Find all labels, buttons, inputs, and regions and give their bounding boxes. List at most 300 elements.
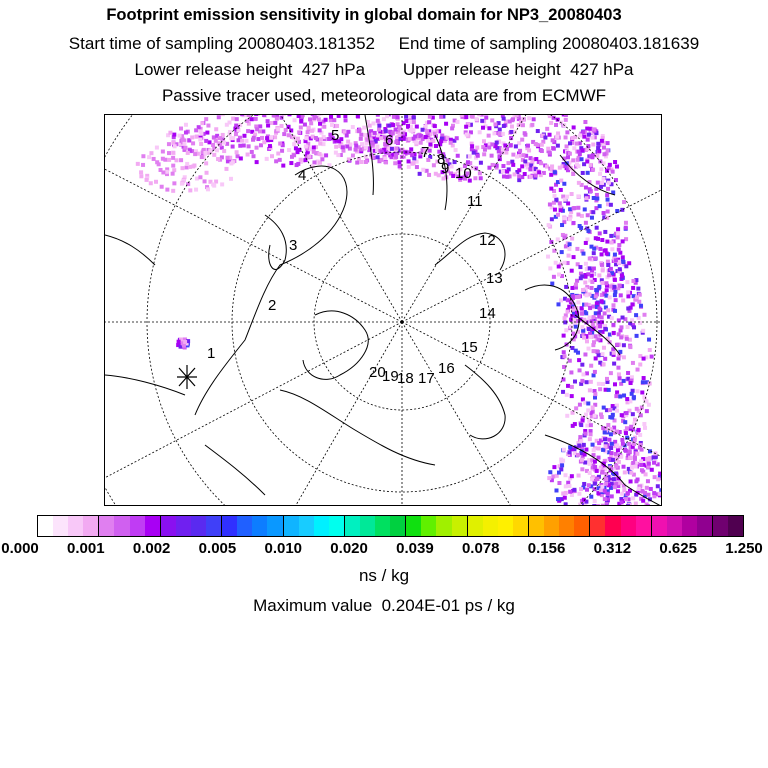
- plume-pixel: [265, 136, 269, 140]
- plume-pixel: [616, 366, 620, 370]
- plume-pixel: [564, 118, 568, 122]
- plume-pixel: [354, 144, 358, 148]
- plume-pixel: [656, 477, 660, 481]
- plume-pixel: [501, 147, 505, 151]
- colorbar-cell: [621, 516, 636, 536]
- plume-pixel: [593, 370, 597, 374]
- colorbar-cell: [222, 516, 237, 536]
- plume-pixel: [588, 388, 592, 392]
- plume-pixel: [497, 132, 501, 136]
- plume-pixel: [254, 115, 258, 116]
- trajectory-label: 14: [479, 305, 496, 322]
- plume-pixel: [371, 142, 375, 146]
- plume-pixel: [614, 298, 618, 302]
- plume-pixel: [539, 161, 543, 165]
- plume-pixel: [393, 161, 397, 165]
- plume-pixel: [498, 127, 502, 131]
- plume-pixel: [595, 469, 599, 473]
- plume-pixel: [273, 121, 277, 125]
- trajectory-label: 20: [369, 364, 386, 381]
- plume-pixel: [636, 368, 640, 372]
- plume-pixel: [596, 337, 600, 341]
- map-canvas: [105, 115, 662, 506]
- plume-pixel: [152, 157, 156, 161]
- plume-pixel: [556, 497, 560, 501]
- plume-pixel: [177, 340, 181, 344]
- plume-pixel: [557, 272, 561, 276]
- plume-pixel: [344, 118, 348, 122]
- plume-pixel: [324, 118, 328, 122]
- plume-pixel: [579, 487, 583, 491]
- plume-pixel: [334, 145, 338, 149]
- plume-pixel: [529, 175, 533, 179]
- plume-pixel: [247, 115, 251, 117]
- plume-pixel: [641, 499, 645, 503]
- plume-pixel: [608, 295, 612, 299]
- plume-pixel: [620, 500, 624, 504]
- plume-pixel: [626, 491, 630, 495]
- plume-pixel: [619, 335, 623, 339]
- plume-pixel: [609, 284, 613, 288]
- plume-pixel: [424, 135, 428, 139]
- plume-pixel: [653, 475, 657, 479]
- plume-pixel: [172, 168, 176, 172]
- plume-pixel: [564, 328, 568, 332]
- plume-pixel: [592, 196, 596, 200]
- plume-pixel: [398, 132, 402, 136]
- plume-pixel: [658, 472, 662, 476]
- colorbar-cell: [314, 516, 329, 536]
- colorbar-tick-label: 0.005: [198, 540, 237, 557]
- plume-pixel: [412, 120, 416, 124]
- plume-pixel: [591, 443, 595, 447]
- plume-pixel: [614, 258, 618, 262]
- plume-pixel: [564, 115, 568, 117]
- colorbar-unit: ns / kg: [358, 566, 410, 585]
- plume-pixel: [607, 273, 611, 277]
- plume-pixel: [490, 142, 494, 146]
- plume-pixel: [586, 408, 590, 412]
- plume-pixel: [563, 354, 567, 358]
- plume-pixel: [402, 137, 406, 141]
- plume-pixel: [568, 490, 572, 494]
- plume-pixel: [622, 379, 626, 383]
- plume-pixel: [376, 115, 380, 117]
- plume-pixel: [586, 401, 590, 405]
- plume-pixel: [332, 118, 336, 122]
- plume-pixel: [587, 483, 591, 487]
- plume-pixel: [605, 240, 609, 244]
- plume-pixel: [623, 420, 627, 424]
- plume-pixel: [546, 147, 550, 151]
- plume-pixel: [184, 131, 188, 135]
- plume-pixel: [624, 431, 628, 435]
- plume-pixel: [460, 115, 464, 117]
- colorbar-cell: [498, 516, 513, 536]
- plume-pixel: [577, 358, 581, 362]
- plume-pixel: [478, 171, 482, 175]
- plume-pixel: [588, 315, 592, 319]
- plume-pixel: [220, 182, 224, 186]
- plume-pixel: [428, 115, 432, 119]
- plume-pixel: [255, 146, 259, 150]
- plume-pixel: [554, 123, 558, 127]
- plume-pixel: [646, 493, 650, 497]
- trajectory-label: 7: [421, 144, 430, 161]
- plume-pixel: [401, 132, 405, 136]
- colorbar-tick-label: 0.000: [1, 540, 39, 557]
- plume-pixel: [608, 163, 612, 167]
- plume-pixel: [589, 432, 593, 436]
- plume-pixel: [270, 154, 274, 158]
- plume-pixel: [294, 146, 298, 150]
- plume-pixel: [415, 125, 419, 129]
- plume-pixel: [598, 231, 602, 235]
- plume-pixel: [484, 116, 488, 120]
- plume-pixel: [586, 229, 590, 233]
- plume-pixel: [482, 152, 486, 156]
- plume-pixel: [562, 216, 566, 220]
- plume-pixel: [356, 115, 360, 118]
- plume-pixel: [617, 243, 621, 247]
- plume-pixel: [605, 377, 609, 381]
- plume-pixel: [567, 484, 571, 488]
- plume-pixel: [617, 248, 621, 252]
- plume-pixel: [629, 425, 633, 429]
- colorbar-cell: [682, 516, 697, 536]
- plume-pixel: [595, 288, 599, 292]
- plume-pixel: [592, 373, 596, 377]
- plume-pixel: [470, 144, 474, 148]
- plume-pixel: [287, 148, 291, 152]
- plume-pixel: [638, 433, 642, 437]
- plume-pixel: [345, 134, 349, 138]
- plume-pixel: [605, 288, 609, 292]
- plot-title: Footprint emission sensitivity in global domain for NP3_20080403: [106, 6, 622, 24]
- plume-pixel: [587, 347, 591, 351]
- plume-pixel: [604, 248, 608, 252]
- plume-pixel: [273, 135, 277, 139]
- plume-pixel: [595, 226, 599, 230]
- plume-pixel: [477, 115, 481, 116]
- maximum-value-text: Maximum value 0.204E-01 ps / kg: [253, 596, 515, 615]
- plume-pixel: [580, 458, 584, 462]
- plume-pixel: [591, 210, 595, 214]
- plume-pixel: [276, 151, 280, 155]
- plume-pixel: [606, 198, 610, 202]
- plume-pixel: [616, 448, 620, 452]
- plume-pixel: [575, 142, 579, 146]
- plume-pixel: [534, 142, 538, 146]
- plume-pixel: [404, 115, 408, 119]
- plume-pixel: [296, 150, 300, 154]
- plume-pixel: [613, 485, 617, 489]
- colorbar-cell: [483, 516, 498, 536]
- plume-pixel: [487, 126, 491, 130]
- plume-pixel: [560, 250, 564, 254]
- plume-pixel: [626, 290, 630, 294]
- plume-pixel: [573, 380, 577, 384]
- plume-pixel: [611, 303, 615, 307]
- plume-pixel: [580, 379, 584, 383]
- plume-pixel: [547, 476, 551, 480]
- plume-pixel: [645, 399, 649, 403]
- plume-pixel: [312, 150, 316, 154]
- plume-pixel: [611, 323, 615, 327]
- plume-pixel: [639, 413, 643, 417]
- plume-pixel: [611, 458, 615, 462]
- plume-pixel: [612, 351, 616, 355]
- colorbar-tick-label: 0.039: [396, 540, 434, 557]
- plume-pixel: [609, 432, 613, 436]
- plume-pixel: [589, 154, 593, 158]
- plume-pixel: [178, 134, 182, 138]
- plume-pixel: [173, 144, 177, 148]
- plume-pixel: [387, 151, 391, 155]
- plume-pixel: [421, 168, 425, 172]
- plume-pixel: [255, 127, 259, 131]
- plume-pixel: [646, 504, 650, 506]
- plume-pixel: [555, 135, 559, 139]
- plume-pixel: [514, 144, 518, 148]
- plume-pixel: [598, 247, 602, 251]
- colorbar-tick-label: 0.625: [659, 540, 697, 557]
- plume-pixel: [526, 144, 530, 148]
- plume-pixel: [190, 135, 194, 139]
- plume-pixel: [578, 435, 582, 439]
- plume-pixel: [626, 294, 630, 298]
- plume-pixel: [631, 286, 635, 290]
- plume-pixel: [161, 157, 165, 161]
- plume-pixel: [171, 189, 175, 193]
- plume-pixel: [392, 115, 396, 119]
- plume-pixel: [229, 136, 233, 140]
- plume-pixel: [610, 241, 614, 245]
- plume-pixel: [466, 160, 470, 164]
- plume-pixel: [371, 121, 375, 125]
- plume-pixel: [547, 223, 551, 227]
- colorbar-cell: [145, 516, 161, 536]
- plume-pixel: [595, 349, 599, 353]
- plume-pixel: [540, 143, 544, 147]
- plume-pixel: [583, 120, 587, 124]
- plume-pixel: [621, 316, 625, 320]
- plume-pixel: [559, 298, 563, 302]
- plume-pixel: [600, 300, 604, 304]
- plume-pixel: [509, 144, 513, 148]
- plume-pixel: [192, 163, 196, 167]
- plume-pixel: [398, 126, 402, 130]
- plume-pixel: [224, 167, 228, 171]
- plume-pixel: [320, 157, 324, 161]
- plume-pixel: [280, 149, 284, 153]
- plume-pixel: [624, 226, 628, 230]
- plume-pixel: [557, 264, 561, 268]
- plume-pixel: [215, 148, 219, 152]
- plume-pixel: [625, 411, 629, 415]
- plume-pixel: [563, 496, 567, 500]
- plume-pixel: [558, 166, 562, 170]
- plume-pixel: [597, 285, 601, 289]
- plume-pixel: [159, 168, 163, 172]
- plume-pixel: [557, 471, 561, 475]
- colorbar-cell: [636, 516, 652, 536]
- plume-pixel: [660, 476, 662, 480]
- colorbar-ticks: [0, 540, 768, 560]
- plume-pixel: [167, 142, 171, 146]
- plume-pixel: [554, 198, 558, 202]
- plume-pixel: [568, 242, 572, 246]
- plume-pixel: [563, 316, 567, 320]
- plume-pixel: [296, 137, 300, 141]
- plume-pixel: [289, 161, 293, 165]
- colorbar-tick-label: 0.156: [527, 540, 566, 557]
- plume-pixel: [565, 130, 569, 134]
- plume-pixel: [611, 170, 615, 174]
- plume-pixel: [318, 128, 322, 132]
- plume-pixel: [548, 202, 552, 206]
- plume-pixel: [571, 332, 575, 336]
- plume-pixel: [588, 462, 592, 466]
- colorbar-cell: [468, 516, 483, 536]
- plume-pixel: [553, 194, 557, 198]
- plume-pixel: [297, 115, 301, 118]
- plume-pixel: [622, 343, 626, 347]
- plume-pixel: [629, 479, 633, 483]
- plume-pixel: [415, 165, 419, 169]
- trajectory-label: 5: [331, 127, 340, 144]
- plume-pixel: [609, 234, 613, 238]
- plume-pixel: [537, 170, 541, 174]
- plume-pixel: [513, 172, 517, 176]
- plume-pixel: [254, 117, 258, 121]
- plume-pixel: [604, 482, 608, 486]
- plume-pixel: [229, 177, 233, 181]
- plume-pixel: [317, 115, 321, 116]
- plume-pixel: [412, 161, 416, 165]
- colorbar-cell: [544, 516, 559, 536]
- plume-pixel: [481, 126, 485, 130]
- plume-pixel: [599, 185, 603, 189]
- plume-pixel: [596, 146, 600, 150]
- plume-pixel: [204, 117, 208, 121]
- plume-pixel: [585, 339, 589, 343]
- plume-pixel: [479, 161, 483, 165]
- plume-pixel: [582, 482, 586, 486]
- plume-pixel: [413, 134, 417, 138]
- plume-pixel: [266, 119, 270, 123]
- plume-pixel: [585, 380, 589, 384]
- plume-pixel: [434, 144, 438, 148]
- plume-pixel: [464, 125, 468, 129]
- plume-pixel: [206, 187, 210, 191]
- plume-pixel: [165, 170, 169, 174]
- plume-pixel: [221, 115, 225, 116]
- plume-pixel: [634, 313, 638, 317]
- plume-pixel: [600, 485, 604, 489]
- plume-pixel: [617, 372, 621, 376]
- plume-pixel: [487, 134, 491, 138]
- plume-pixel: [556, 213, 560, 217]
- plume-pixel: [648, 348, 652, 352]
- plume-pixel: [563, 261, 567, 265]
- plume-pixel: [597, 446, 601, 450]
- plume-pixel: [199, 129, 203, 133]
- plume-pixel: [553, 170, 557, 174]
- plume-pixel: [572, 488, 576, 492]
- plume-pixel: [171, 164, 175, 168]
- plume-pixel: [588, 257, 592, 261]
- plume-pixel: [161, 149, 165, 153]
- plume-pixel: [546, 255, 550, 259]
- colorbar-cell: [206, 516, 222, 536]
- plume-pixel: [225, 123, 229, 127]
- plume-pixel: [566, 310, 570, 314]
- plume-pixel: [609, 446, 613, 450]
- plume-pixel: [214, 127, 218, 131]
- plume-pixel: [200, 121, 204, 125]
- plume-pixel: [272, 115, 276, 117]
- plume-pixel: [549, 240, 553, 244]
- plume-pixel: [606, 187, 610, 191]
- colorbar-cell: [375, 516, 390, 536]
- plume-pixel: [603, 311, 607, 315]
- plume-pixel: [577, 474, 581, 478]
- plume-pixel: [616, 227, 620, 231]
- plume-pixel: [585, 423, 589, 427]
- plume-pixel: [578, 133, 582, 137]
- plume-pixel: [184, 123, 188, 127]
- plume-pixel: [593, 499, 597, 503]
- plume-pixel: [528, 167, 532, 171]
- plume-pixel: [306, 130, 310, 134]
- plume-pixel: [434, 172, 438, 176]
- trajectory-label: 9: [441, 160, 450, 177]
- plume-pixel: [604, 477, 608, 481]
- plume-pixel: [427, 120, 431, 124]
- plume-pixel: [584, 448, 588, 452]
- plume-pixel: [581, 171, 585, 175]
- plume-pixel: [312, 145, 316, 149]
- plume-pixel: [566, 384, 570, 388]
- plume-pixel: [385, 115, 389, 118]
- plume-pixel: [649, 487, 653, 491]
- plume-pixel: [636, 287, 640, 291]
- plume-pixel: [179, 158, 183, 162]
- plume-pixel: [509, 130, 513, 134]
- colorbar-tick-label: 0.312: [593, 540, 632, 557]
- plume-pixel: [601, 268, 605, 272]
- plume-pixel: [635, 295, 639, 299]
- plume-pixel: [398, 164, 402, 168]
- plume-pixel: [638, 321, 642, 325]
- plume-pixel: [613, 278, 617, 282]
- colorbar: [37, 515, 744, 537]
- plume-pixel: [578, 368, 582, 372]
- plume-pixel: [592, 315, 596, 319]
- plume-pixel: [645, 409, 649, 413]
- plume-pixel: [376, 155, 380, 159]
- plume-pixel: [574, 406, 578, 410]
- plume-pixel: [442, 177, 446, 181]
- plume-pixel: [596, 504, 600, 506]
- plume-pixel: [515, 115, 519, 117]
- plume-pixel: [592, 251, 596, 255]
- trajectory-labels: [207, 127, 503, 387]
- plume-pixel: [205, 171, 209, 175]
- plume-pixel: [562, 236, 566, 240]
- plume-pixel: [565, 414, 569, 418]
